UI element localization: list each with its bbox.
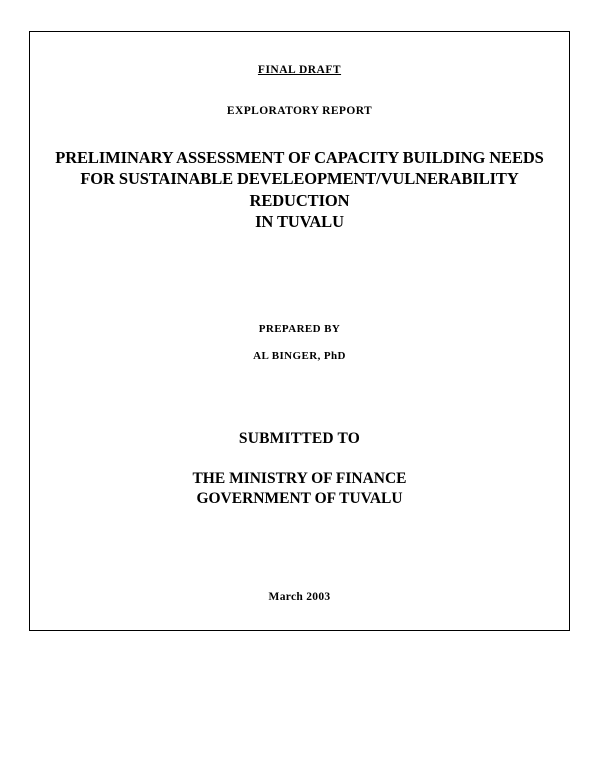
recipient-line-1: THE MINISTRY OF FINANCE	[192, 470, 407, 487]
title-page-frame	[29, 31, 570, 631]
submitted-to-label: SUBMITTED TO	[238, 430, 361, 447]
title-page-content	[30, 32, 569, 630]
recipient	[30, 469, 569, 509]
document-title-line-2: FOR SUSTAINABLE DEVELEOPMENT/VULNERABILITY REDUCTION	[80, 169, 519, 210]
publication-date: March 2003	[268, 591, 331, 603]
recipient-line-2: GOVERNMENT OF TUVALU	[196, 490, 403, 508]
report-type: EXPLORATORY REPORT	[226, 105, 373, 117]
author-name: AL BINGER, PhD	[253, 350, 346, 362]
prepared-by-label: PREPARED BY	[258, 323, 341, 335]
document-title-line-1: PRELIMINARY ASSESSMENT OF CAPACITY BUILDING NEEDS	[55, 148, 544, 167]
draft-status-text: FINAL DRAFT	[257, 64, 342, 76]
document-title	[40, 147, 559, 233]
draft-status	[30, 63, 569, 78]
document-title-line-3: IN TUVALU	[255, 212, 344, 232]
